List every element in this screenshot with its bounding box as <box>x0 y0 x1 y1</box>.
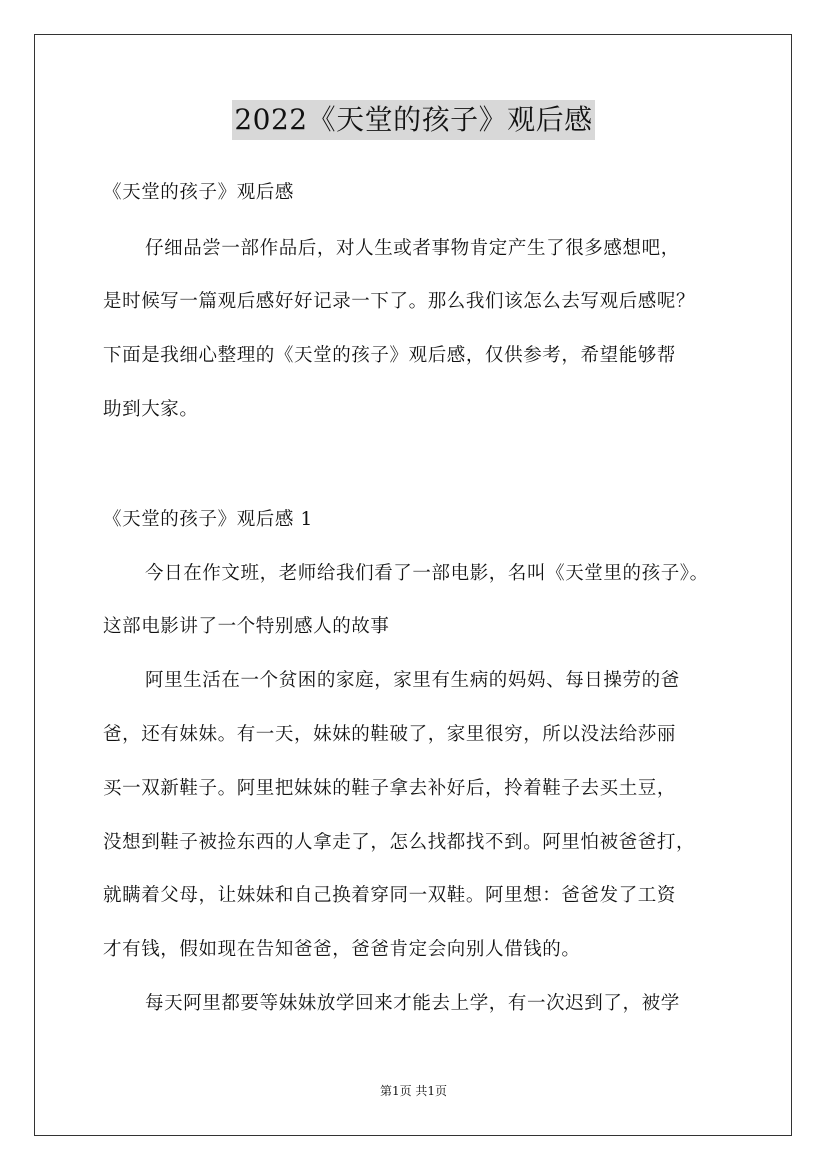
document-title-text: 2022《天堂的孩子》观后感 <box>232 100 594 140</box>
paragraph-line: 买一双新鞋子。阿里把妹妹的鞋子拿去补好后，拎着鞋子去买土豆， <box>103 778 677 799</box>
section-heading-intro: 《天堂的孩子》观后感 <box>103 182 295 203</box>
paragraph-line: 是时候写一篇观后感好好记录一下了。那么我们该怎么去写观后感呢？ <box>103 291 696 312</box>
paragraph-line: 下面是我细心整理的《天堂的孩子》观后感，仅供参考，希望能够帮 <box>103 345 677 366</box>
page-footer: 第1页 共1页 <box>379 1084 448 1098</box>
section-heading-1: 《天堂的孩子》观后感 1 <box>103 509 313 530</box>
paragraph-line: 这部电影讲了一个特别感人的故事 <box>103 616 390 637</box>
paragraph-line: 没想到鞋子被捡东西的人拿走了，怎么找都找不到。阿里怕被爸爸打， <box>103 832 696 853</box>
paragraph-line: 仔细品尝一部作品后，对人生或者事物肯定产生了很多感想吧， <box>145 238 680 259</box>
paragraph-line: 阿里生活在一个贫困的家庭，家里有生病的妈妈、每日操劳的爸 <box>145 670 680 691</box>
paragraph-line: 每天阿里都要等妹妹放学回来才能去上学，有一次迟到了，被学 <box>145 993 680 1014</box>
document-title <box>0 100 827 140</box>
paragraph-line: 才有钱，假如现在告知爸爸，爸爸肯定会向别人借钱的。 <box>103 939 581 960</box>
paragraph-line: 就瞒着父母，让妹妹和自己换着穿同一双鞋。阿里想：爸爸发了工资 <box>103 885 677 906</box>
paragraph-line: 助到大家。 <box>103 399 199 420</box>
paragraph-line: 爸，还有妹妹。有一天，妹妹的鞋破了，家里很穷，所以没法给莎丽 <box>103 724 677 745</box>
paragraph-line: 今日在作文班，老师给我们看了一部电影，名叫《天堂里的孩子》。 <box>145 563 709 584</box>
